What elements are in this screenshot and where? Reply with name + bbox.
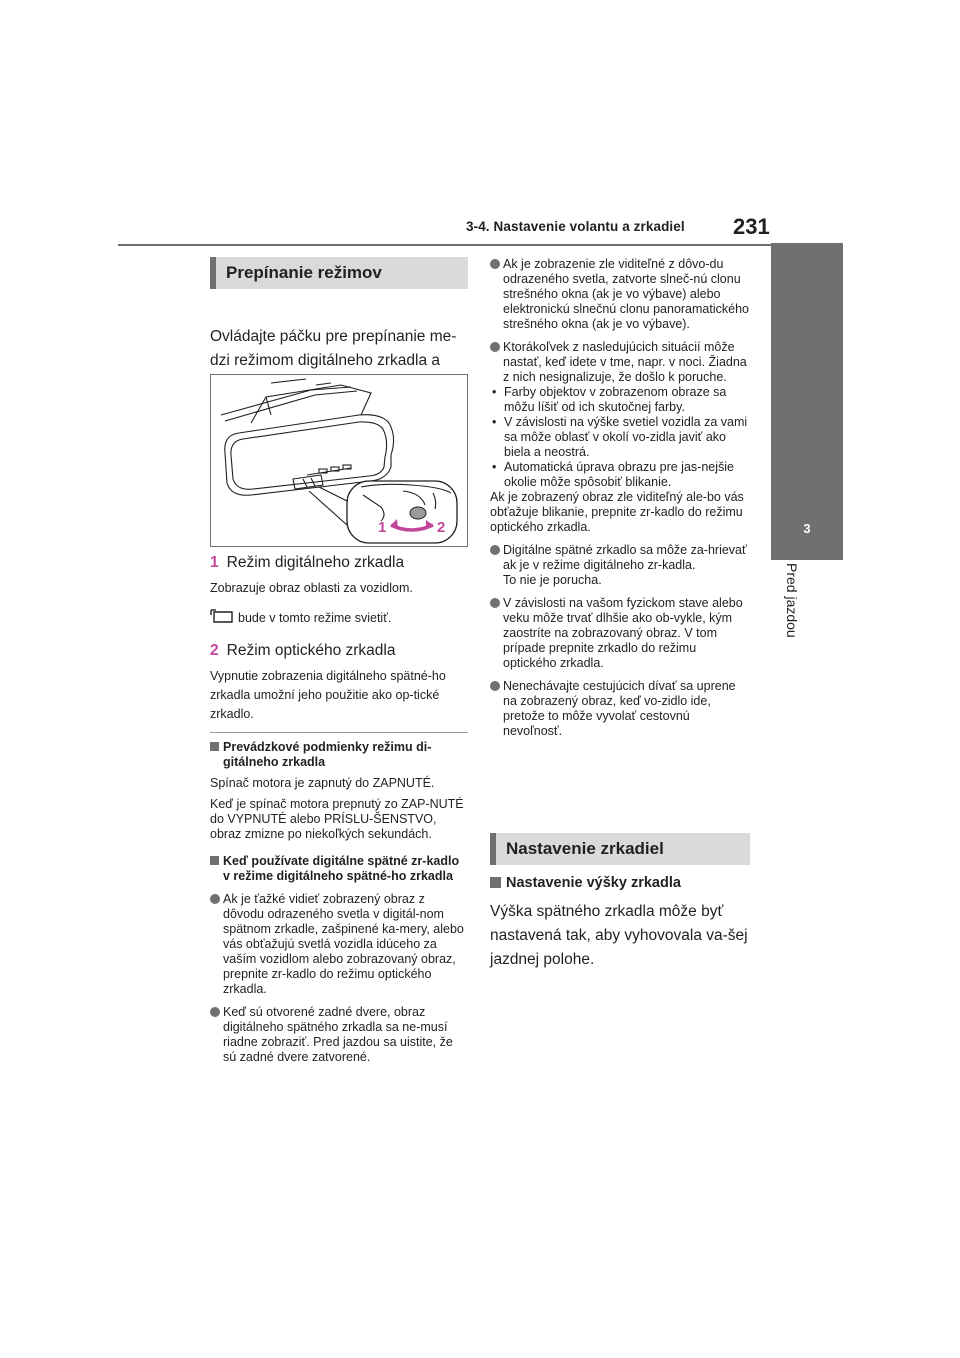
subhead-height: Nastavenie výšky zrkadla xyxy=(490,874,750,892)
bullet-item: Ktorákoľvek z nasledujúcich situácií môže nastať, keď idete v tme, napr. v noci. Žiadna z nich nesignalizuje, že došlo k poruche. xyxy=(490,340,750,385)
item-title: Režim digitálneho zrkadla xyxy=(226,554,405,571)
callout-1: 1 xyxy=(378,519,387,536)
paragraph: To nie je porucha. xyxy=(503,573,602,587)
section-title-mode-switch: Prepínanie režimov xyxy=(210,257,468,289)
mirror-adjust-content xyxy=(490,874,750,972)
item-description: Zobrazuje obraz oblasti za vozidlom. xyxy=(210,581,413,595)
header-rule xyxy=(118,244,842,246)
right-notes xyxy=(490,257,750,739)
bullet-item: Ak je zobrazenie zle viditeľné z dôvo-du odrazeného svetla, zatvorte slneč-nú clonu strešného okna (ak je vo výbave) alebo elektronickú slnečnú clonu panoramatického strešného okna (ak je vo výbave). xyxy=(490,257,750,332)
bullet-item: Nenechávajte cestujúcich dívať sa uprene na zobrazený obraz, keď vo-zidlo ide, pretože to môže vyvolať cestovnú nevoľnosť. xyxy=(490,679,750,739)
dash-item: • V závislosti na výške svetiel vozidla za vami sa môže oblasť v okolí vo-zidla javiť ako biela a neostrá. xyxy=(492,415,748,459)
subhead-conditions: Prevádzkové podmienky režimu di-gitálneho zrkadla xyxy=(210,740,468,770)
mirror-indicator-icon xyxy=(210,609,234,625)
item-optical-mode xyxy=(210,640,468,662)
chapter-label: Pred jazdou xyxy=(784,563,800,638)
item-digital-mode xyxy=(210,552,468,574)
section-title-mirror-adjust: Nastavenie zrkadiel xyxy=(490,833,750,865)
paragraph: Ak je zobrazený obraz zle viditeľný ale-bo vás obťažuje blikanie, prepnite zr-kadlo do režimu optického zrkadla. xyxy=(490,490,744,534)
paragraph: Spínač motora je zapnutý do ZAPNUTÉ. xyxy=(210,776,435,790)
callout-2: 2 xyxy=(437,519,446,536)
item-number: 1 xyxy=(210,554,219,571)
mirror-illustration xyxy=(210,374,468,547)
item-description: Vypnutie zobrazenia digitálneho spätné-ho zrkadla umožní jeho použitie ako op-tické zrkadlo. xyxy=(210,669,446,721)
bullet-item: Ak je ťažké vidieť zobrazený obraz z dôvodu odrazeného svetla v digitál-nom spätnom zrkadle, zašpinené ka-mery, alebo vás obťažujú svetlá vozidla idúceho za vaším vozidlom alebo zobrazovaný obraz, prepnite zr-kadlo do režimu optického zrkadla. xyxy=(210,892,468,997)
indicator-note: bude v tomto režime svietiť. xyxy=(210,609,468,628)
section-breadcrumb: 3-4. Nastavenie volantu a zrkadiel xyxy=(466,219,685,234)
dash-item: • Automatická úprava obrazu pre jas-nejšie okolie môže spôsobiť blikanie. xyxy=(492,460,734,489)
paragraph: Keď je spínač motora prepnutý zo ZAP-NUTÉ do VYPNUTÉ alebo PRÍSLU-ŠENSTVO, obraz zmizne po niekoľkých sekundách. xyxy=(210,797,464,841)
chapter-number: 3 xyxy=(771,491,843,560)
page-number: 231 xyxy=(733,214,770,239)
subhead-usage: Keď používate digitálne spätné zr-kadlo v režime digitálneho spätné-ho zrkadla xyxy=(210,854,468,884)
bullet-item: V závislosti na vašom fyzickom stave alebo veku môže trvať dlhšie ako ob-vykle, kým zaostríte na zobrazovaný obraz. V tom prípade prepnite zrkadlo do režimu optického zrkadla. xyxy=(490,596,750,671)
item-title: Režim optického zrkadla xyxy=(226,642,396,659)
dash-item: • Farby objektov v zobrazenom obraze sa môžu líšiť od ich skutočnej farby. xyxy=(492,385,727,414)
intro-paragraph: Ovládajte páčku pre prepínanie me-dzi režimom digitálneho zrkadla a xyxy=(210,328,457,369)
bullet-item: Keď sú otvorené zadné dvere, obraz digitálneho spätného zrkadla sa ne-musí riadne zobraziť. Pred jazdou sa uistite, že sú zadné dvere zatvorené. xyxy=(210,1005,468,1065)
item-number: 2 xyxy=(210,642,219,659)
mirror-drawing xyxy=(211,375,467,546)
bullet-item: Digitálne spätné zrkadlo sa môže za-hrievať ak je v režime digitálneho zr-kadla. xyxy=(490,543,750,573)
chapter-tab xyxy=(771,243,843,491)
divider xyxy=(210,732,468,733)
mode-items xyxy=(210,552,468,724)
paragraph: Výška spätného zrkadla môže byť nastavená tak, aby vyhovovala va-šej jazdnej polohe. xyxy=(490,903,748,968)
left-notes xyxy=(210,740,468,1065)
